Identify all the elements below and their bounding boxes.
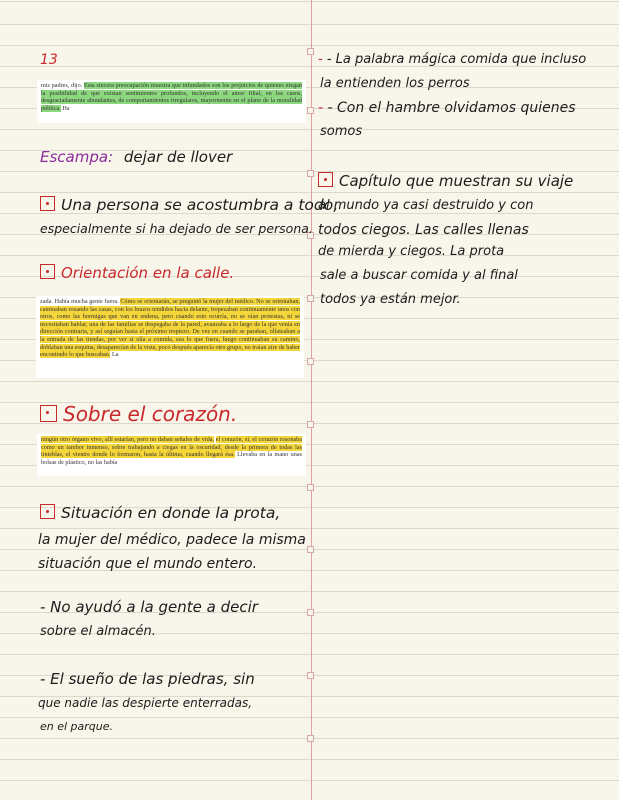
clip3-post: Llevaba en la mano unas bolsas de plástico, no las había: [41, 451, 303, 466]
right-r3a-text: Capítulo que muestran su viaje: [339, 172, 574, 190]
escampa-definition: dejar de llover: [123, 148, 233, 166]
note2-text: Orientación en la calle.: [61, 264, 235, 282]
note5-line1: - No ayudó a la gente a decir: [40, 598, 258, 616]
margin-dot: [307, 672, 314, 679]
checkbox-icon[interactable]: [318, 172, 333, 187]
clip2-highlight[interactable]: Cómo se orientarán, se preguntó la mujer del médico. No se orientaban, caminaban rozando las casas, con los brazos tendidos hacia delante, tropezaban continuamente unos con otros, como las hormigas que van en endena, pero cuando esto ocurría, no se oían protestas, ni se necesitaban hablar, una de las familias se despegaba de la pared, avanzaba a lo largo de la que venía en dirección contraria, y así seguían hasta el próximo tropiezo. De vez en cuando se paraban, olfateaban a la entrada de las tiendas, por ver si olía a comida, sea lo que fuera, luego continuaban su camino, doblaban una esquina, desaparecían de la vista, poco después aparecía otro grupo, no traían aire de haber encontrado lo que buscaban.: [40, 298, 300, 359]
margin-dot: [307, 484, 314, 491]
right-r3e: sale a buscar comida y al final: [320, 268, 518, 283]
right-r2a-text: - Con el hambre olvidamos quienes: [327, 100, 576, 116]
right-r1b: la entienden los perros: [320, 76, 470, 91]
note4-line3: situación que el mundo entero.: [38, 556, 258, 572]
right-r3f: todos ya están mejor.: [320, 292, 461, 307]
right-r3a: [318, 172, 573, 190]
note2-title: [40, 264, 234, 282]
checkbox-icon[interactable]: [40, 504, 55, 519]
margin-line: [311, 0, 312, 800]
margin-dot: [307, 107, 314, 114]
note4-text1: Situación en donde la prota,: [61, 504, 281, 522]
note3-text: Sobre el corazón.: [63, 402, 238, 426]
margin-dot: [307, 48, 314, 55]
checkbox-icon[interactable]: [40, 405, 57, 422]
note4-line1: [40, 504, 280, 522]
clip1-highlight[interactable]: Esta sincera preocupación muestra que infundados son los prejuicios de quienes niegan la posibilidad de que existan sentimientos profundos, incluyendo el amor filial, en los casos, desgraciadamente abundantes, de comportamientos irregulares, mayormente en el plano de la moralidad pública.: [41, 82, 303, 112]
note6-line1: - El sueño de las piedras, sin: [40, 670, 255, 688]
note5-line2: sobre el almacén.: [40, 624, 156, 639]
book-clipping-2: [36, 296, 304, 378]
checkbox-icon[interactable]: [40, 196, 55, 211]
clip2-top: zada. Había mucha gente fuera.: [40, 298, 119, 305]
clip3-pre[interactable]: ningún otro órgano vivo, allí estarían, pero no daban señales de vida,: [41, 436, 214, 443]
margin-dot: [307, 546, 314, 553]
page-number: 13: [40, 52, 58, 68]
margin-dot: [307, 170, 314, 177]
book-clipping-3: [37, 434, 306, 476]
clip2-post: La: [112, 351, 119, 359]
note1-text1: Una persona se acostumbra a todo,: [61, 196, 339, 214]
right-r3d: de mierda y ciegos. La prota: [318, 244, 505, 259]
margin-dot: [307, 295, 314, 302]
note6-line2: que nadie las despierte enterradas,: [38, 696, 253, 710]
margin-dot: [307, 735, 314, 742]
note1-line2: especialmente si ha dejado de ser persona.: [40, 221, 313, 236]
checkbox-icon[interactable]: [40, 264, 55, 279]
clip3-highlight[interactable]: el corazón, sí, el corazón resonaba como un tambor inmenso, sobre trabajando a ciegas en la oscuridad, desde la primera de todas las tinieblas, el vientre donde lo formaron, hasta la última, cuando llegará ésa.: [41, 436, 303, 459]
escampa-note: [40, 148, 232, 166]
clip1-post: Ha: [62, 104, 70, 112]
note3-title: [40, 402, 237, 426]
right-r3b: al mundo ya casi destruido y con: [318, 198, 534, 213]
right-r1a-text: - La palabra mágica comida que incluso: [326, 52, 587, 67]
right-r2a: - - Con el hambre olvidamos quienes: [318, 100, 576, 116]
right-r1a: - - La palabra mágica comida que incluso: [318, 52, 587, 67]
margin-dot: [307, 358, 314, 365]
note6-line3: en el parque.: [40, 720, 114, 733]
note1-line1: [40, 196, 338, 214]
note4-line2: la mujer del médico, padece la misma: [38, 532, 306, 548]
clip1-pre: mis padres, dijo.: [41, 82, 83, 89]
right-r2b: somos: [320, 124, 363, 139]
book-clipping-1: [37, 80, 306, 123]
margin-dot: [307, 609, 314, 616]
right-r3c: todos ciegos. Las calles llenas: [318, 222, 529, 238]
margin-dot: [307, 421, 314, 428]
escampa-label: Escampa:: [40, 148, 114, 166]
